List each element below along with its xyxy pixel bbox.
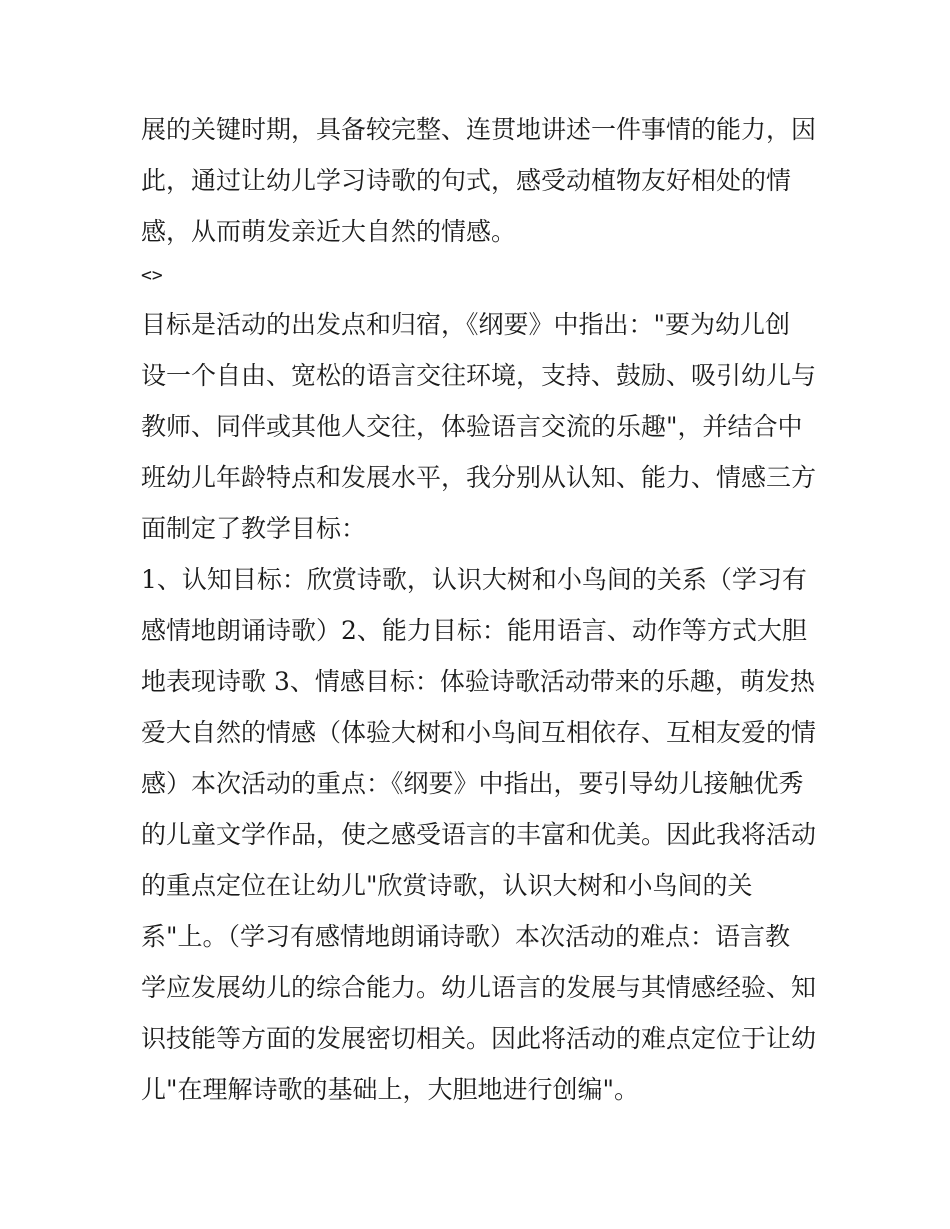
text-line: 系"上。（学习有感情地朗诵诗歌）本次活动的难点：语言教 xyxy=(141,922,791,951)
text-line: 设一个自由、宽松的语言交往环境，支持、鼓励、吸引幼儿与 xyxy=(141,361,817,390)
text-line: 班幼儿年龄特点和发展水平，我分别从认知、能力、情感三方 xyxy=(141,463,817,492)
text-line: 目标是活动的出发点和归宿，《纲要》中指出："要为幼儿创 xyxy=(141,310,791,339)
text-line: 教师、同伴或其他人交往，体验语言交流的乐趣"，并结合中 xyxy=(141,412,803,441)
text-line: 儿"在理解诗歌的基础上，大胆地进行创编"。 xyxy=(141,1075,639,1104)
text-line: 地表现诗歌 3、情感目标：体验诗歌活动带来的乐趣，萌发热 xyxy=(141,667,815,696)
text-line: 1、认知目标：欣赏诗歌，认识大树和小鸟间的关系（学习有 xyxy=(141,565,807,594)
text-line: 的重点定位在让幼儿"欣赏诗歌，认识大树和小鸟间的关 xyxy=(141,871,753,900)
text-line: 面制定了教学目标： xyxy=(141,514,367,543)
text-line-symbol: <> xyxy=(141,265,163,286)
text-line: 的儿童文学作品，使之感受语言的丰富和优美。因此我将活动 xyxy=(141,820,817,849)
text-line: 爱大自然的情感（体验大树和小鸟间互相依存、互相友爱的情 xyxy=(141,718,817,747)
text-line: 此，通过让幼儿学习诗歌的句式，感受动植物友好相处的情 xyxy=(141,166,792,195)
text-line: 感）本次活动的重点：《纲要》中指出，要引导幼儿接触优秀 xyxy=(141,769,804,798)
text-line: 展的关键时期，具备较完整、连贯地讲述一件事情的能力，因 xyxy=(141,115,817,144)
text-line: 学应发展幼儿的综合能力。幼儿语言的发展与其情感经验、知 xyxy=(141,973,817,1002)
text-line: 感，从而萌发亲近大自然的情感。 xyxy=(141,217,517,246)
text-line: 识技能等方面的发展密切相关。因此将活动的难点定位于让幼 xyxy=(141,1024,817,1053)
text-line: 感情地朗诵诗歌）2、能力目标：能用语言、动作等方式大胆 xyxy=(141,616,807,645)
